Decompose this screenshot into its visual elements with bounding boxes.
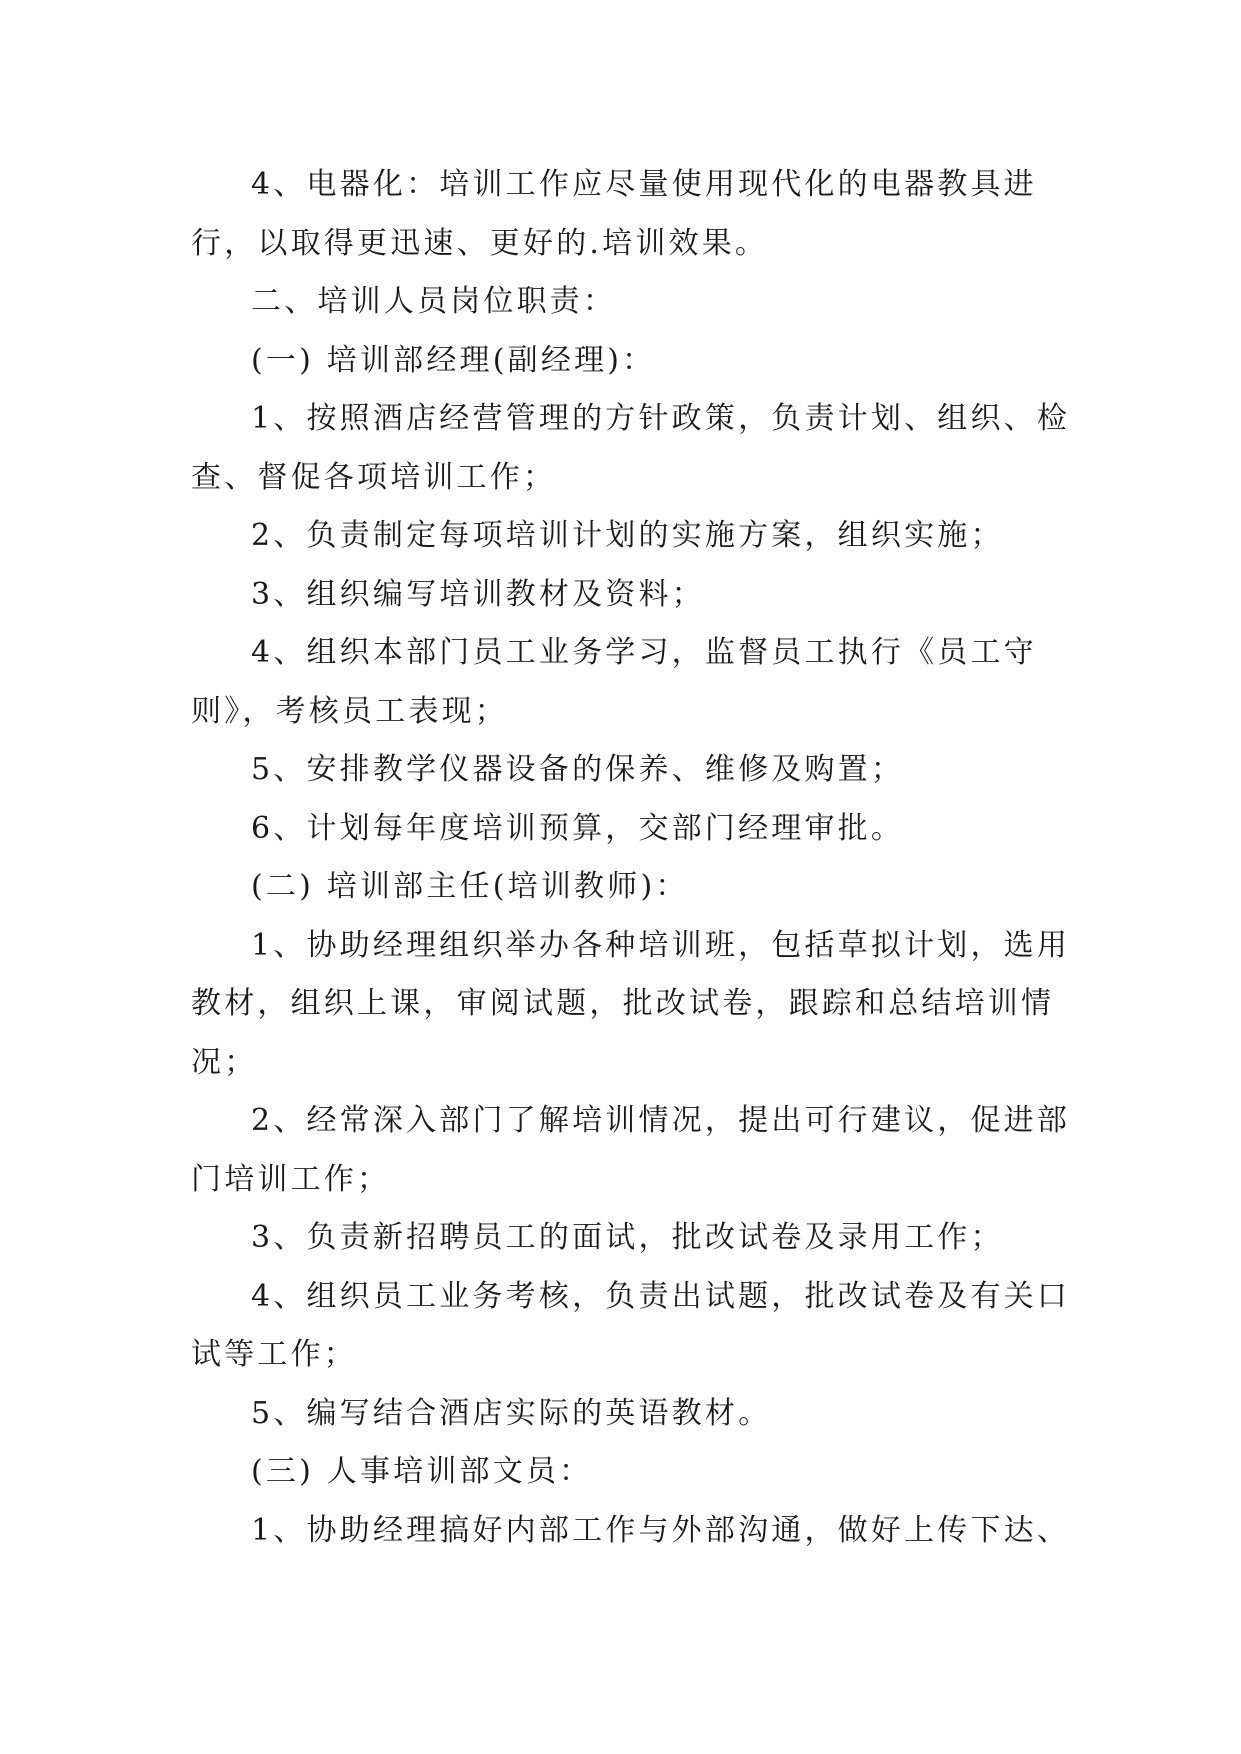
paragraph-director-duty-3: 3、负责新招聘员工的面试，批改试卷及录用工作；: [251, 1220, 1004, 1255]
section-heading-duties: 二、培训人员岗位职责：: [251, 284, 617, 319]
subheading-training-director: (二) 培训部主任(培训教师)：: [251, 869, 689, 904]
paragraph-director-duty-2: 2、经常深入部门了解培训情况，提出可行建议，促进部门培训工作；: [191, 1103, 1071, 1197]
paragraph-manager-duty-2: 2、负责制定每项培训计划的实施方案，组织实施；: [251, 518, 1004, 553]
paragraph-manager-duty-5: 5、安排教学仪器设备的保养、维修及购置；: [251, 752, 905, 787]
paragraph-director-duty-4: 4、组织员工业务考核，负责出试题，批改试卷及有关口试等工作；: [191, 1278, 1071, 1372]
paragraph-electrification: 4、电器化：培训工作应尽量使用现代化的电器教具进行，以取得更迅速、更好的.培训效果。: [191, 167, 1037, 261]
document-body: [191, 156, 1071, 1560]
paragraph-manager-duty-6: 6、计划每年度培训预算，交部门经理审批。: [251, 810, 905, 846]
paragraph-manager-duty-4: 4、组织本部门员工业务学习，监督员工执行《员工守则》，考核员工表现；: [191, 635, 1037, 729]
paragraph-director-duty-1: 1、协助经理组织举办各种培训班，包括草拟计划，选用教材，组织上课，审阅试题，批改试卷，跟踪和总结培训情况；: [191, 927, 1071, 1080]
paragraph-manager-duty-1: 1、按照酒店经营管理的方针政策，负责计划、组织、检查、督促各项培训工作；: [191, 401, 1071, 495]
paragraph-director-duty-5: 5、编写结合酒店实际的英语教材。: [251, 1395, 772, 1431]
paragraph-manager-duty-3: 3、组织编写培训教材及资料；: [251, 576, 705, 612]
paragraph-clerk-duty-1: 1、协助经理搞好内部工作与外部沟通，做好上传下达、: [251, 1512, 1071, 1548]
subheading-hr-clerk: (三) 人事培训部文员：: [251, 1454, 593, 1489]
subheading-training-manager: (一) 培训部经理(副经理)：: [251, 342, 656, 378]
